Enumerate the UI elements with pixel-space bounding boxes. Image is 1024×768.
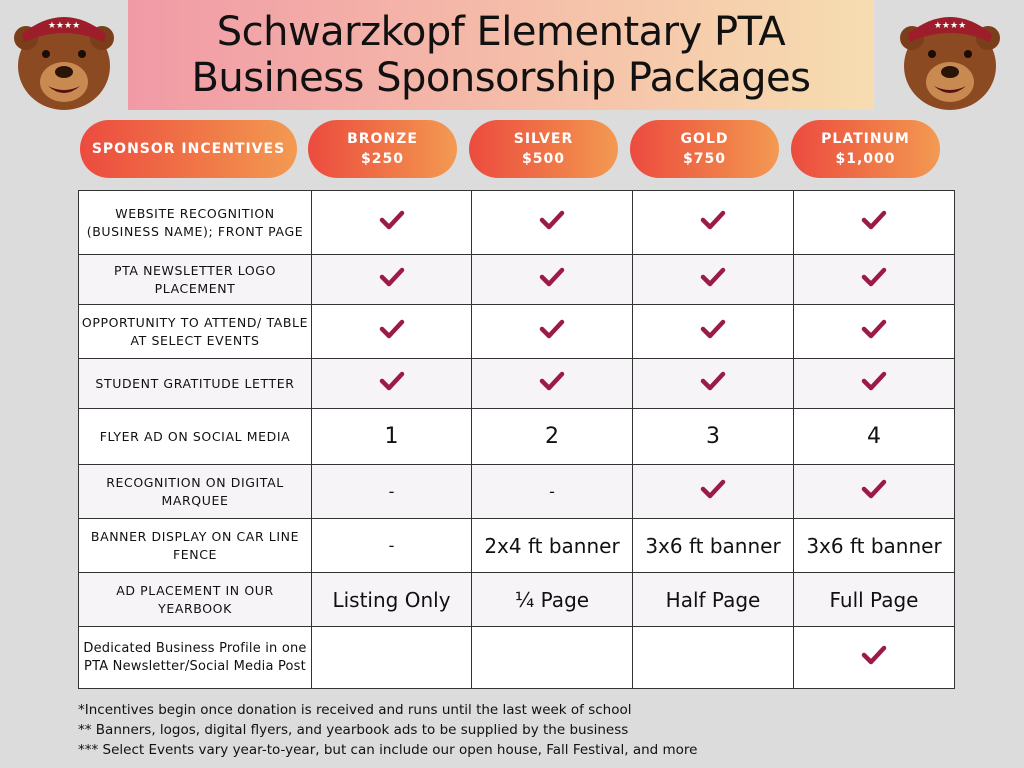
- svg-text:★★★★: ★★★★: [933, 21, 967, 31]
- table-row: [79, 255, 955, 305]
- incentive-label: OPPORTUNITY TO ATTEND/ TABLE AT SELECT EVENTS: [79, 305, 312, 359]
- tier-cell: [312, 191, 472, 255]
- page-title: Schwarzkopf Elementary PTA: [216, 9, 786, 55]
- tier-cell: [794, 305, 955, 359]
- tier-cell: 1: [312, 409, 472, 465]
- table-row: [79, 465, 955, 519]
- footnote: *** Select Events vary year-to-year, but can include our open house, Fall Festival, and more: [78, 742, 698, 758]
- tier-cell: [794, 255, 955, 305]
- tier-price: $750: [683, 151, 726, 167]
- checkmark-icon: [379, 370, 405, 392]
- tier-cell: [312, 305, 472, 359]
- tier-cell: 2x4 ft banner: [472, 519, 633, 573]
- tier-cell: 3: [633, 409, 794, 465]
- tier-cell: Listing Only: [312, 573, 472, 627]
- title-banner: [128, 0, 874, 110]
- page-subtitle: Business Sponsorship Packages: [191, 55, 811, 101]
- tier-cell: Half Page: [633, 573, 794, 627]
- tier-name: PLATINUM: [821, 131, 910, 147]
- checkmark-icon: [379, 318, 405, 340]
- tier-cell: -: [312, 465, 472, 519]
- table-row: [79, 519, 955, 573]
- incentive-label: STUDENT GRATITUDE LETTER: [79, 359, 312, 409]
- tier-cell: 3x6 ft banner: [633, 519, 794, 573]
- checkmark-icon: [861, 644, 887, 666]
- tier-cell: [472, 191, 633, 255]
- tier-cell: [472, 359, 633, 409]
- tier-cell: ¼ Page: [472, 573, 633, 627]
- tier-cell: [794, 359, 955, 409]
- tier-cell: 4: [794, 409, 955, 465]
- table-row: [79, 359, 955, 409]
- tier-cell: [472, 255, 633, 305]
- incentive-label: Dedicated Business Profile in one PTA Newsletter/Social Media Post: [79, 627, 312, 689]
- footnotes: [78, 700, 978, 760]
- tier-cell: Full Page: [794, 573, 955, 627]
- checkmark-icon: [539, 318, 565, 340]
- checkmark-icon: [700, 209, 726, 231]
- svg-text:★★★★: ★★★★: [47, 21, 81, 31]
- tier-cell: [794, 191, 955, 255]
- checkmark-icon: [700, 318, 726, 340]
- tier-platinum-header: [791, 120, 940, 178]
- tier-cell: [312, 359, 472, 409]
- footnote: *Incentives begin once donation is received and runs until the last week of school: [78, 702, 632, 718]
- checkmark-icon: [700, 266, 726, 288]
- tier-cell: [633, 359, 794, 409]
- checkmark-icon: [700, 478, 726, 500]
- tier-bronze-header: [308, 120, 457, 178]
- incentive-label: PTA NEWSLETTER LOGO PLACEMENT: [79, 255, 312, 305]
- tier-price: $250: [361, 151, 404, 167]
- tier-cell: 3x6 ft banner: [794, 519, 955, 573]
- checkmark-icon: [700, 370, 726, 392]
- incentive-label: AD PLACEMENT IN OUR YEARBOOK: [79, 573, 312, 627]
- tier-cell: [633, 191, 794, 255]
- incentive-label: RECOGNITION ON DIGITAL MARQUEE: [79, 465, 312, 519]
- table-row: [79, 409, 955, 465]
- header-label: SPONSOR INCENTIVES: [91, 141, 286, 157]
- checkmark-icon: [861, 478, 887, 500]
- tier-cell: -: [472, 465, 633, 519]
- tier-cell: [633, 255, 794, 305]
- header-sponsor-incentives: [80, 120, 297, 178]
- tier-cell: [472, 627, 633, 689]
- table-row: [79, 305, 955, 359]
- checkmark-icon: [539, 370, 565, 392]
- tier-cell: -: [312, 519, 472, 573]
- table-row: [79, 573, 955, 627]
- tier-name: GOLD: [680, 131, 729, 147]
- checkmark-icon: [861, 209, 887, 231]
- checkmark-icon: [861, 370, 887, 392]
- tier-cell: [633, 305, 794, 359]
- sponsorship-table: [78, 190, 955, 689]
- tier-silver-header: [469, 120, 618, 178]
- tier-gold-header: [630, 120, 779, 178]
- tier-cell: [794, 465, 955, 519]
- table-row: [79, 627, 955, 689]
- incentive-label: BANNER DISPLAY ON CAR LINE FENCE: [79, 519, 312, 573]
- checkmark-icon: [539, 209, 565, 231]
- incentive-label: FLYER AD ON SOCIAL MEDIA: [79, 409, 312, 465]
- checkmark-icon: [861, 266, 887, 288]
- tier-cell: [312, 627, 472, 689]
- incentive-label: WEBSITE RECOGNITION (BUSINESS NAME); FRONT PAGE: [79, 191, 312, 255]
- bear-mascot-icon: [894, 4, 1006, 116]
- tier-cell: [472, 305, 633, 359]
- table-row: [79, 191, 955, 255]
- checkmark-icon: [379, 266, 405, 288]
- tier-price: $1,000: [835, 151, 896, 167]
- tier-cell: [794, 627, 955, 689]
- checkmark-icon: [539, 266, 565, 288]
- tier-cell: [633, 465, 794, 519]
- bear-mascot-icon: [8, 4, 120, 116]
- tier-cell: [633, 627, 794, 689]
- tier-cell: 2: [472, 409, 633, 465]
- tier-cell: [312, 255, 472, 305]
- tier-price: $500: [522, 151, 565, 167]
- tier-name: BRONZE: [347, 131, 418, 147]
- footnote: ** Banners, logos, digital flyers, and yearbook ads to be supplied by the business: [78, 722, 629, 738]
- tier-name: SILVER: [513, 131, 574, 147]
- checkmark-icon: [379, 209, 405, 231]
- checkmark-icon: [861, 318, 887, 340]
